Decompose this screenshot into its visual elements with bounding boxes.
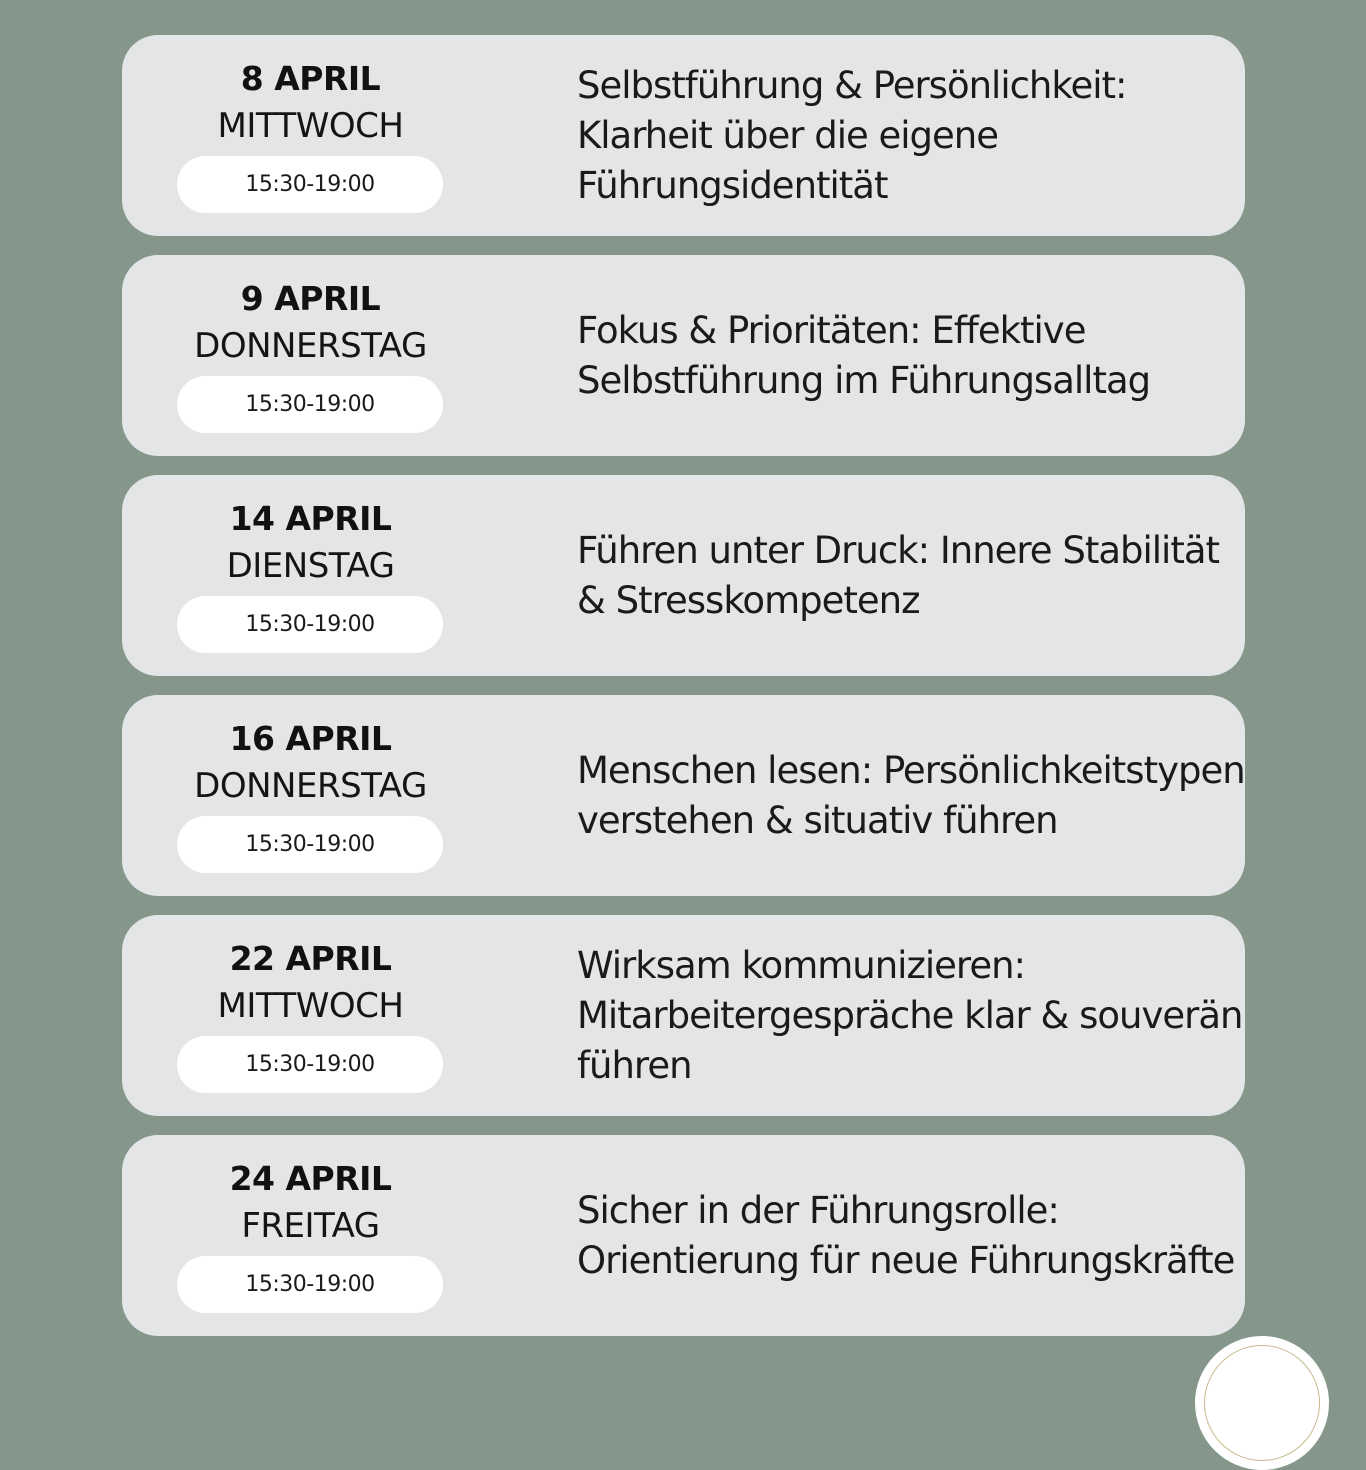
session-topic-container [577, 695, 1245, 896]
session-weekday: DONNERSTAG [194, 326, 427, 366]
session-weekday: MITTWOCH [217, 986, 404, 1026]
session-topic: Menschen lesen: Persönlichkeitstypen verstehen & situativ führen [577, 748, 1245, 842]
session-time-badge: 15:30-19:00 [177, 816, 443, 873]
session-time-badge: 15:30-19:00 [177, 1256, 443, 1313]
session-time-badge: 15:30-19:00 [177, 156, 443, 213]
session-date: 9 APRIL [240, 279, 381, 318]
session-date: 14 APRIL [229, 499, 392, 538]
session-topic-container [577, 255, 1245, 456]
session-time-badge: 15:30-19:00 [177, 596, 443, 653]
session-card [122, 915, 1245, 1116]
session-card [122, 255, 1245, 456]
session-weekday: FREITAG [241, 1206, 380, 1246]
session-time-badge: 15:30-19:00 [177, 1036, 443, 1093]
session-card [122, 1135, 1245, 1336]
session-topic: Sicher in der Führungsrolle: Orientierung für neue Führungskräfte [577, 1188, 1235, 1282]
session-topic-container [577, 35, 1245, 236]
session-card [122, 695, 1245, 896]
session-time-badge: 15:30-19:00 [177, 376, 443, 433]
session-schedule [122, 35, 1245, 1355]
session-card [122, 35, 1245, 236]
session-topic: Selbstführung & Persönlichkeit: Klarheit über die eigene Führungsidentität [577, 63, 1127, 207]
session-topic-container [577, 475, 1245, 676]
session-weekday: DONNERSTAG [194, 766, 427, 806]
session-topic: Führen unter Druck: Innere Stabilität & Stresskompetenz [577, 528, 1220, 622]
session-topic: Fokus & Prioritäten: Effektive Selbstführung im Führungsalltag [577, 308, 1151, 402]
session-date: 8 APRIL [240, 59, 381, 98]
session-weekday: DIENSTAG [226, 546, 395, 586]
session-date: 22 APRIL [229, 939, 392, 978]
logo-badge-ring [1204, 1345, 1320, 1461]
session-card [122, 475, 1245, 676]
logo-badge [1195, 1336, 1329, 1470]
session-topic-container [577, 1135, 1245, 1336]
session-weekday: MITTWOCH [217, 106, 404, 146]
session-date: 16 APRIL [229, 719, 392, 758]
session-topic-container [577, 915, 1245, 1116]
session-topic: Wirksam kommunizieren: Mitarbeitergespräche klar & souverän führen [577, 943, 1243, 1087]
session-date: 24 APRIL [229, 1159, 392, 1198]
